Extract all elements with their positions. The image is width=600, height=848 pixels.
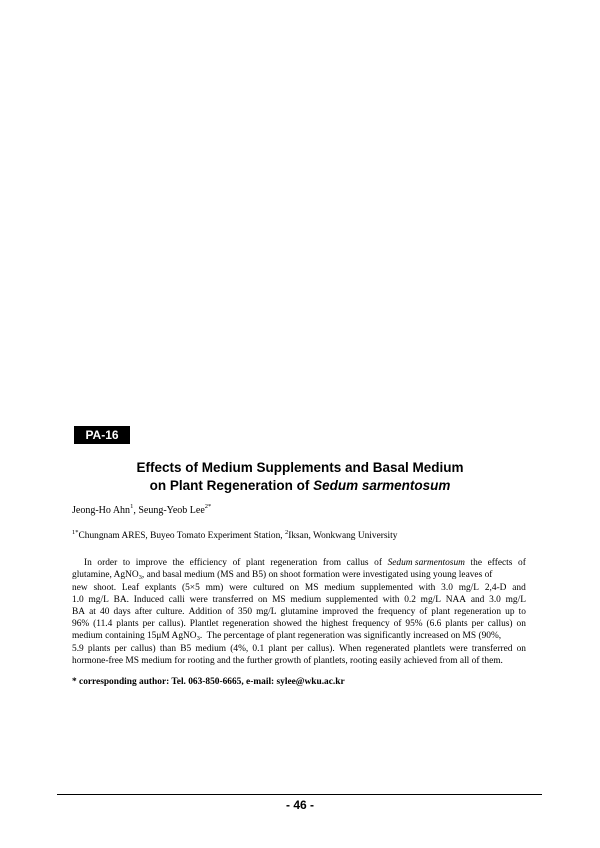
author-2-mark: 2* bbox=[204, 503, 212, 510]
word: medium bbox=[324, 583, 355, 593]
abstract-line-1 bbox=[72, 557, 526, 569]
author-2: Seung-Yeob Lee bbox=[138, 505, 205, 516]
word: mg/L bbox=[505, 595, 526, 605]
word: 40 bbox=[100, 607, 110, 617]
word: 0.2 bbox=[404, 595, 416, 605]
word: up bbox=[505, 607, 515, 617]
word: plant bbox=[268, 644, 288, 654]
word: transferred bbox=[471, 644, 513, 654]
author-1-mark: 1 bbox=[130, 503, 134, 510]
word: transferred bbox=[212, 595, 254, 605]
word: 3.0 bbox=[489, 595, 501, 605]
word: 2,4-D bbox=[484, 583, 507, 593]
abstract-id-badge: PA-16 bbox=[74, 426, 130, 444]
word: were bbox=[189, 595, 208, 605]
abstract-line-7 bbox=[72, 630, 526, 643]
word: MS bbox=[272, 595, 286, 605]
abstract-body bbox=[72, 557, 526, 667]
word: BA bbox=[72, 607, 86, 617]
word: (4%, bbox=[230, 644, 249, 654]
word: from bbox=[322, 558, 342, 568]
word: 350 bbox=[237, 607, 253, 617]
word: mm) bbox=[205, 583, 224, 593]
affiliation-1: Chungnam ARES, Buyeo Tomato Experiment Station, bbox=[78, 531, 285, 541]
word: efficiency bbox=[189, 558, 227, 568]
word: 0.1 bbox=[252, 644, 265, 654]
word: BA. bbox=[113, 595, 129, 605]
word: frequency bbox=[377, 607, 416, 617]
title-prefix: on Plant Regeneration of bbox=[149, 478, 314, 493]
word: effects bbox=[487, 558, 513, 568]
word: plant bbox=[431, 607, 451, 617]
word: of bbox=[232, 558, 241, 568]
page-number: - 46 - bbox=[285, 798, 314, 812]
word: on bbox=[516, 644, 526, 654]
word: mg/L bbox=[420, 595, 441, 605]
word: on bbox=[257, 595, 268, 605]
word: plants bbox=[445, 619, 468, 629]
word: callus) bbox=[487, 619, 513, 629]
line-text-post: , and basal medium (MS and B5) on shoot formation were investigated using young leaves of bbox=[141, 570, 493, 580]
line-text bbox=[72, 630, 501, 643]
word: to bbox=[518, 607, 526, 617]
word: glutamine bbox=[280, 607, 319, 617]
word: mg/L bbox=[256, 607, 277, 617]
word: regeneration bbox=[270, 558, 318, 568]
word: improved bbox=[322, 607, 359, 617]
word: at bbox=[89, 607, 96, 617]
word: mg/L bbox=[88, 595, 109, 605]
word: to bbox=[122, 558, 131, 568]
word: Addition bbox=[188, 607, 222, 617]
word: mg/L bbox=[458, 583, 479, 593]
word: 5.9 bbox=[72, 644, 84, 654]
word: callus). bbox=[158, 619, 186, 629]
affiliation-2-mark: 2 bbox=[284, 529, 289, 536]
word: (5×5 bbox=[181, 583, 200, 593]
word: supplemented bbox=[325, 595, 378, 605]
word: per bbox=[142, 619, 155, 629]
paper-title-line-2 bbox=[0, 477, 600, 495]
affiliation-1-mark: 1* bbox=[72, 529, 79, 536]
word: showed bbox=[273, 619, 302, 629]
author-separator: , bbox=[133, 505, 139, 516]
abstract-line-8 bbox=[72, 643, 526, 655]
word: regenerated bbox=[365, 644, 410, 654]
corresponding-author: * corresponding author: Tel. 063-850-6665, e-mail: sylee@wku.ac.kr bbox=[72, 677, 345, 687]
word: medium bbox=[195, 644, 227, 654]
word: 96% bbox=[72, 619, 90, 629]
word: after bbox=[134, 607, 152, 617]
word: than bbox=[159, 644, 177, 654]
abstract-line-3 bbox=[72, 582, 526, 594]
word: days bbox=[113, 607, 131, 617]
word: calli bbox=[168, 595, 185, 605]
word: 1.0 bbox=[72, 595, 84, 605]
word: new bbox=[72, 583, 88, 593]
word: plant bbox=[246, 558, 265, 568]
word: plants bbox=[116, 619, 139, 629]
word: callus bbox=[346, 558, 369, 568]
species-name: Sedum sarmentosum bbox=[387, 558, 465, 568]
word: of bbox=[419, 607, 428, 617]
word: In bbox=[84, 558, 92, 568]
subscript: 3 bbox=[196, 635, 200, 642]
line-text: hormone-free MS medium for rooting and the further growth of plantlets, rooting easily achieved from all of them. bbox=[72, 656, 503, 666]
word: callus). bbox=[307, 644, 335, 654]
word: of bbox=[518, 558, 526, 568]
word: of bbox=[393, 619, 402, 629]
word: When bbox=[338, 644, 362, 654]
word: frequency bbox=[352, 619, 390, 629]
paper-title-line-1: Effects of Medium Supplements and Basal Medium bbox=[136, 460, 464, 475]
word: cultured bbox=[253, 583, 284, 593]
word: of bbox=[374, 558, 382, 568]
title-species: Sedum sarmentosum bbox=[313, 478, 451, 493]
word: were bbox=[229, 583, 248, 593]
word: and bbox=[470, 595, 485, 605]
author-1: Jeong-Ho Ahn bbox=[72, 505, 131, 516]
word: per bbox=[114, 644, 127, 654]
word: on bbox=[516, 619, 526, 629]
abstract-line-6 bbox=[72, 618, 526, 630]
word: were bbox=[449, 644, 468, 654]
abstract-line-2 bbox=[72, 569, 526, 582]
line-text-post: . The percentage of plant regeneration was significantly increased on MS (90%, bbox=[199, 631, 502, 641]
abstract-line-9 bbox=[72, 655, 526, 667]
abstract-line-4 bbox=[72, 594, 526, 606]
line-text bbox=[72, 569, 492, 582]
word: (11.4 bbox=[93, 619, 113, 629]
word: and bbox=[512, 583, 526, 593]
word: NAA bbox=[445, 595, 467, 605]
footer-divider bbox=[57, 794, 542, 795]
word: 95% bbox=[405, 619, 423, 629]
word: supplemented bbox=[360, 583, 413, 593]
line-text-pre: glutamine, AgNO bbox=[72, 570, 139, 580]
word: with bbox=[418, 583, 436, 593]
word: highest bbox=[321, 619, 349, 629]
word: with bbox=[382, 595, 400, 605]
affiliations bbox=[72, 531, 526, 541]
word: order bbox=[97, 558, 118, 568]
word: the bbox=[470, 558, 482, 568]
word: (6.6 bbox=[426, 619, 442, 629]
word: regeneration bbox=[222, 619, 270, 629]
word: the bbox=[305, 619, 318, 629]
subscript: 3 bbox=[138, 574, 142, 581]
word: Plantlet bbox=[189, 619, 219, 629]
abstract-line-5 bbox=[72, 606, 526, 618]
word: per bbox=[291, 644, 304, 654]
author-list bbox=[72, 505, 526, 516]
word: per bbox=[471, 619, 484, 629]
word: medium bbox=[290, 595, 322, 605]
word: regeneration bbox=[454, 607, 502, 617]
word: shoot. bbox=[93, 583, 117, 593]
line-text-pre: medium containing 15μM AgNO bbox=[72, 631, 197, 641]
word: callus) bbox=[130, 644, 156, 654]
word: B5 bbox=[180, 644, 192, 654]
word: explants bbox=[144, 583, 177, 593]
word: on bbox=[289, 583, 300, 593]
word: the bbox=[172, 558, 185, 568]
word: the bbox=[362, 607, 374, 617]
word: improve bbox=[135, 558, 167, 568]
affiliation-2: Iksan, Wonkwang University bbox=[288, 531, 398, 541]
word: culture. bbox=[156, 607, 185, 617]
word: Induced bbox=[133, 595, 164, 605]
word: 3.0 bbox=[441, 583, 453, 593]
word: plants bbox=[87, 644, 111, 654]
word: plantlets bbox=[413, 644, 446, 654]
word: of bbox=[226, 607, 234, 617]
word: MS bbox=[304, 583, 319, 593]
word: Leaf bbox=[121, 583, 140, 593]
